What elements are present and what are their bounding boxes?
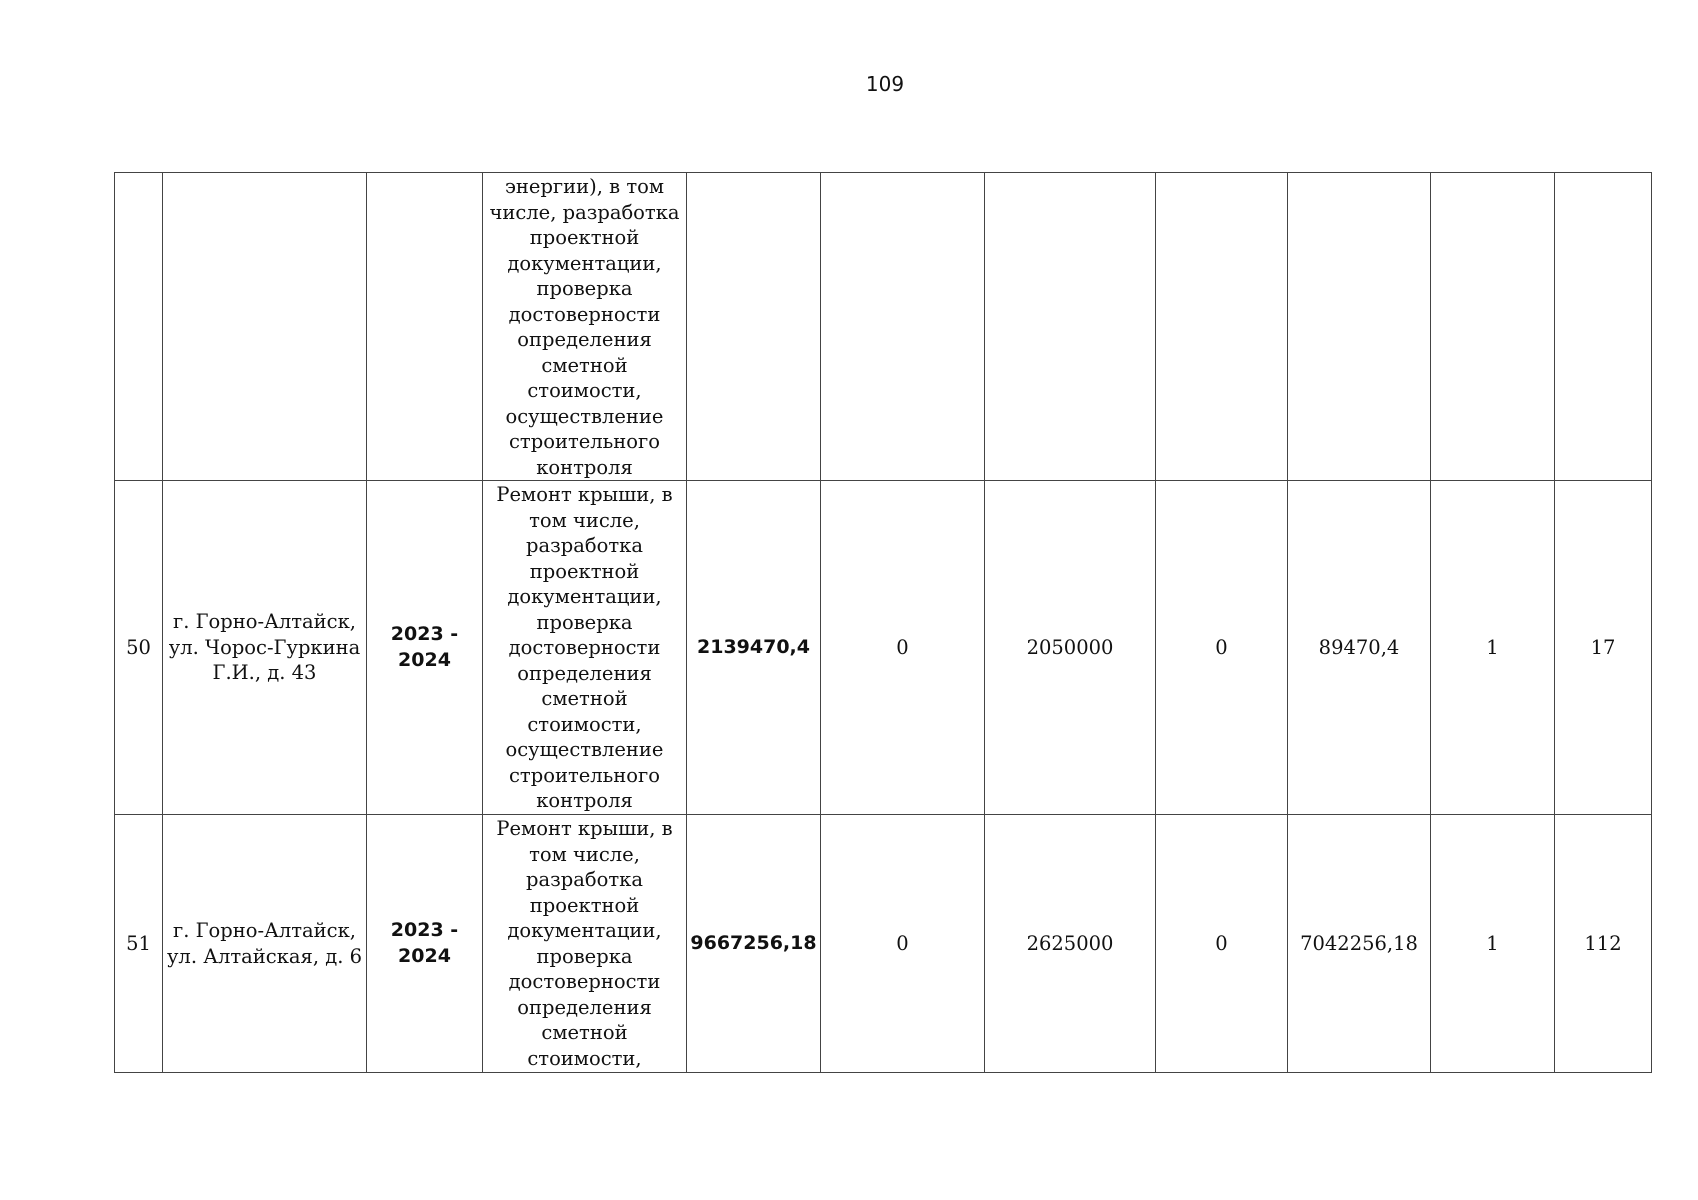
work-type-cell bbox=[483, 173, 687, 481]
address-cell bbox=[163, 173, 367, 481]
total-cost-cell: 9667256,18 bbox=[687, 815, 821, 1073]
table-row bbox=[115, 173, 1652, 481]
work-line: том числе, bbox=[529, 508, 640, 532]
address-line: г. Горно-Алтайск, bbox=[173, 610, 356, 634]
work-line: достоверности bbox=[508, 302, 661, 326]
value-cell: 0 bbox=[821, 815, 985, 1073]
work-line: стоимости, bbox=[527, 379, 642, 402]
work-line: сметной bbox=[541, 353, 628, 377]
value-cell bbox=[1431, 173, 1555, 481]
work-line: Ремонт крыши, в bbox=[496, 817, 673, 840]
work-line: проектной bbox=[529, 893, 640, 917]
row-number-cell: 50 bbox=[115, 481, 163, 815]
value-cell: 2625000 bbox=[985, 815, 1156, 1073]
work-line: проверка bbox=[536, 277, 633, 300]
work-line: осуществление bbox=[505, 404, 664, 428]
value-cell bbox=[821, 173, 985, 481]
value-cell bbox=[1555, 173, 1652, 481]
work-line: достоверности bbox=[508, 970, 661, 993]
value-cell bbox=[1288, 173, 1431, 481]
table-row bbox=[115, 815, 1652, 1073]
work-line: проектной bbox=[529, 226, 640, 249]
value-cell: 0 bbox=[1156, 481, 1288, 815]
address-line: Г.И., д. 43 bbox=[212, 661, 317, 685]
address-cell bbox=[163, 481, 367, 815]
work-line: проверка bbox=[536, 944, 633, 968]
work-line: энергии), в том bbox=[504, 175, 665, 198]
work-line: сметной bbox=[541, 1021, 628, 1044]
period-line: 2024 bbox=[398, 944, 451, 967]
work-line: стоимости, bbox=[527, 712, 642, 736]
value-cell: 89470,4 bbox=[1288, 481, 1431, 815]
work-line: контроля bbox=[536, 789, 633, 812]
value-cell: 0 bbox=[1156, 815, 1288, 1073]
address-line: ул. Алтайская, д. 6 bbox=[166, 944, 363, 968]
work-type-cell bbox=[483, 815, 687, 1073]
value-cell bbox=[985, 173, 1156, 481]
row-number-cell: 51 bbox=[115, 815, 163, 1073]
work-line: документации, bbox=[507, 919, 662, 942]
value-cell: 112 bbox=[1555, 815, 1652, 1073]
value-cell: 1 bbox=[1431, 815, 1555, 1073]
value-cell: 17 bbox=[1555, 481, 1652, 815]
row-number-cell bbox=[115, 173, 163, 481]
period-cell bbox=[367, 481, 483, 815]
work-line: определения bbox=[517, 661, 652, 685]
work-line: строительного bbox=[509, 430, 660, 453]
address-line: ул. Чорос-Гуркина bbox=[168, 635, 361, 659]
page-number: 109 bbox=[865, 72, 905, 96]
value-cell: 1 bbox=[1431, 481, 1555, 815]
work-line: стоимости, bbox=[527, 1046, 642, 1070]
value-cell: 7042256,18 bbox=[1288, 815, 1431, 1073]
work-line: определения bbox=[517, 328, 652, 351]
work-line: строительного bbox=[509, 763, 660, 787]
address-cell bbox=[163, 815, 367, 1073]
value-cell: 0 bbox=[821, 481, 985, 815]
total-cost-cell: 2139470,4 bbox=[687, 481, 821, 815]
work-line: разработка bbox=[526, 868, 643, 891]
value-cell bbox=[1156, 173, 1288, 481]
period-cell bbox=[367, 173, 483, 481]
work-line: документации, bbox=[507, 585, 662, 608]
period-line: 2023 - bbox=[390, 919, 459, 941]
work-line: осуществление bbox=[505, 738, 664, 761]
work-line: проектной bbox=[529, 559, 640, 583]
work-line: контроля bbox=[536, 455, 633, 479]
period-line: 2023 - bbox=[390, 623, 459, 645]
work-line: разработка bbox=[526, 534, 643, 557]
work-line: сметной bbox=[541, 687, 628, 710]
repair-program-table bbox=[114, 172, 1652, 1073]
table-row bbox=[115, 481, 1652, 815]
work-line: документации, bbox=[507, 251, 662, 275]
work-line: числе, разработка bbox=[489, 200, 680, 224]
work-line: проверка bbox=[536, 610, 633, 634]
work-line: Ремонт крыши, в bbox=[496, 483, 673, 506]
period-cell bbox=[367, 815, 483, 1073]
work-type-cell bbox=[483, 481, 687, 815]
address-line: г. Горно-Алтайск, bbox=[173, 919, 356, 942]
work-line: том числе, bbox=[529, 842, 640, 866]
work-line: достоверности bbox=[508, 636, 661, 659]
total-cost-cell bbox=[687, 173, 821, 481]
work-line: определения bbox=[517, 995, 652, 1019]
period-line: 2024 bbox=[398, 648, 451, 671]
value-cell: 2050000 bbox=[985, 481, 1156, 815]
